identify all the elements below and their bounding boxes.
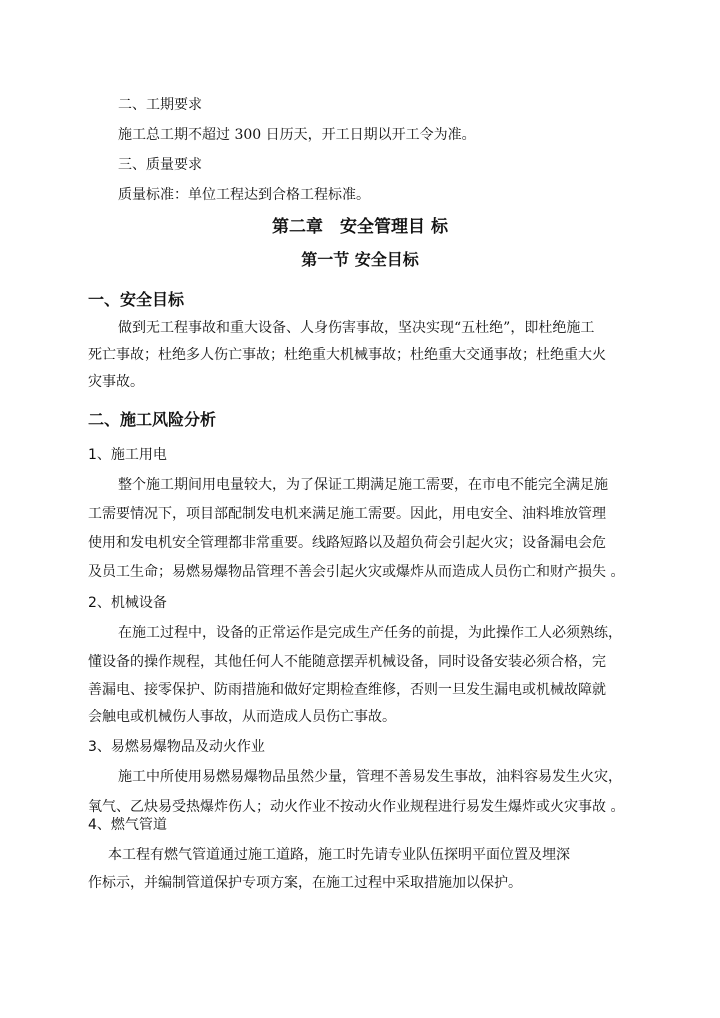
electricity-line: 工需要情况下，项目部配制发电机来满足施工需要。因此，用电安全、油料堆放管理	[88, 506, 606, 522]
machinery-line: 懂设备的操作规程，其他任何人不能随意摆弄机械设备，同时设备安装必须合格，完	[88, 654, 606, 670]
schedule-text: 施工总工期不超过 300 日历天，开工日期以开工令为准。	[118, 127, 476, 143]
flammables-line: 氧气、乙炔易受热爆炸伤人；动火作业不按动火作业规程进行易发生爆炸或火灾事故 。	[88, 799, 625, 815]
electricity-heading: 1、施工用电	[88, 447, 167, 463]
flammables-line: 施工中所使用易燃易爆物品虽然少量，管理不善易发生事故，油料容易发生火灾，	[118, 769, 622, 785]
chapter-title: 第二章 安全管理目 标	[272, 217, 448, 237]
machinery-line: 在施工过程中，设备的正常运作是完成生产任务的前提，为此操作工人必须熟练，	[118, 625, 622, 641]
safety-goals-heading: 一、安全目标	[88, 290, 185, 309]
quality-heading: 三、质量要求	[118, 157, 202, 173]
gas-pipeline-line: 作标示，并编制管道保护专项方案，在施工过程中采取措施加以保护。	[88, 875, 522, 891]
gas-pipeline-line: 本工程有燃气管道通过施工道路，施工时先请专业队伍探明平面位置及埋深	[108, 847, 570, 863]
quality-text: 质量标准：单位工程达到合格工程标准。	[118, 187, 370, 203]
risk-analysis-heading: 二、施工风险分析	[88, 410, 217, 429]
section-title: 第一节 安全目标	[301, 250, 419, 269]
machinery-heading: 2、机械设备	[88, 595, 167, 611]
flammables-heading: 3、易燃易爆物品及动火作业	[88, 739, 265, 755]
electricity-line: 及员工生命；易燃易爆物品管理不善会引起火灾或爆炸从而造成人员伤亡和财产损失 。	[88, 564, 625, 580]
safety-goals-line: 做到无工程事故和重大设备、人身伤害事故，坚决实现“五杜绝”，即杜绝施工	[118, 320, 595, 336]
gas-pipeline-heading: 4、燃气管道	[88, 817, 167, 833]
machinery-line: 会触电或机械伤人事故，从而造成人员伤亡事故。	[88, 709, 396, 725]
electricity-line: 整个施工期间用电量较大，为了保证工期满足施工需要，在市电不能完全满足施	[118, 477, 608, 493]
electricity-line: 使用和发电机安全管理都非常重要。线路短路以及超负荷会引起火灾；设备漏电会危	[88, 535, 606, 551]
safety-goals-line: 灾事故。	[88, 374, 144, 390]
safety-goals-line: 死亡事故；杜绝多人伤亡事故；杜绝重大机械事故；杜绝重大交通事故；杜绝重大火	[88, 347, 606, 363]
schedule-heading: 二、工期要求	[118, 97, 202, 113]
machinery-line: 善漏电、接零保护、防雨措施和做好定期检查维修，否则一旦发生漏电或机械故障就	[88, 682, 606, 698]
